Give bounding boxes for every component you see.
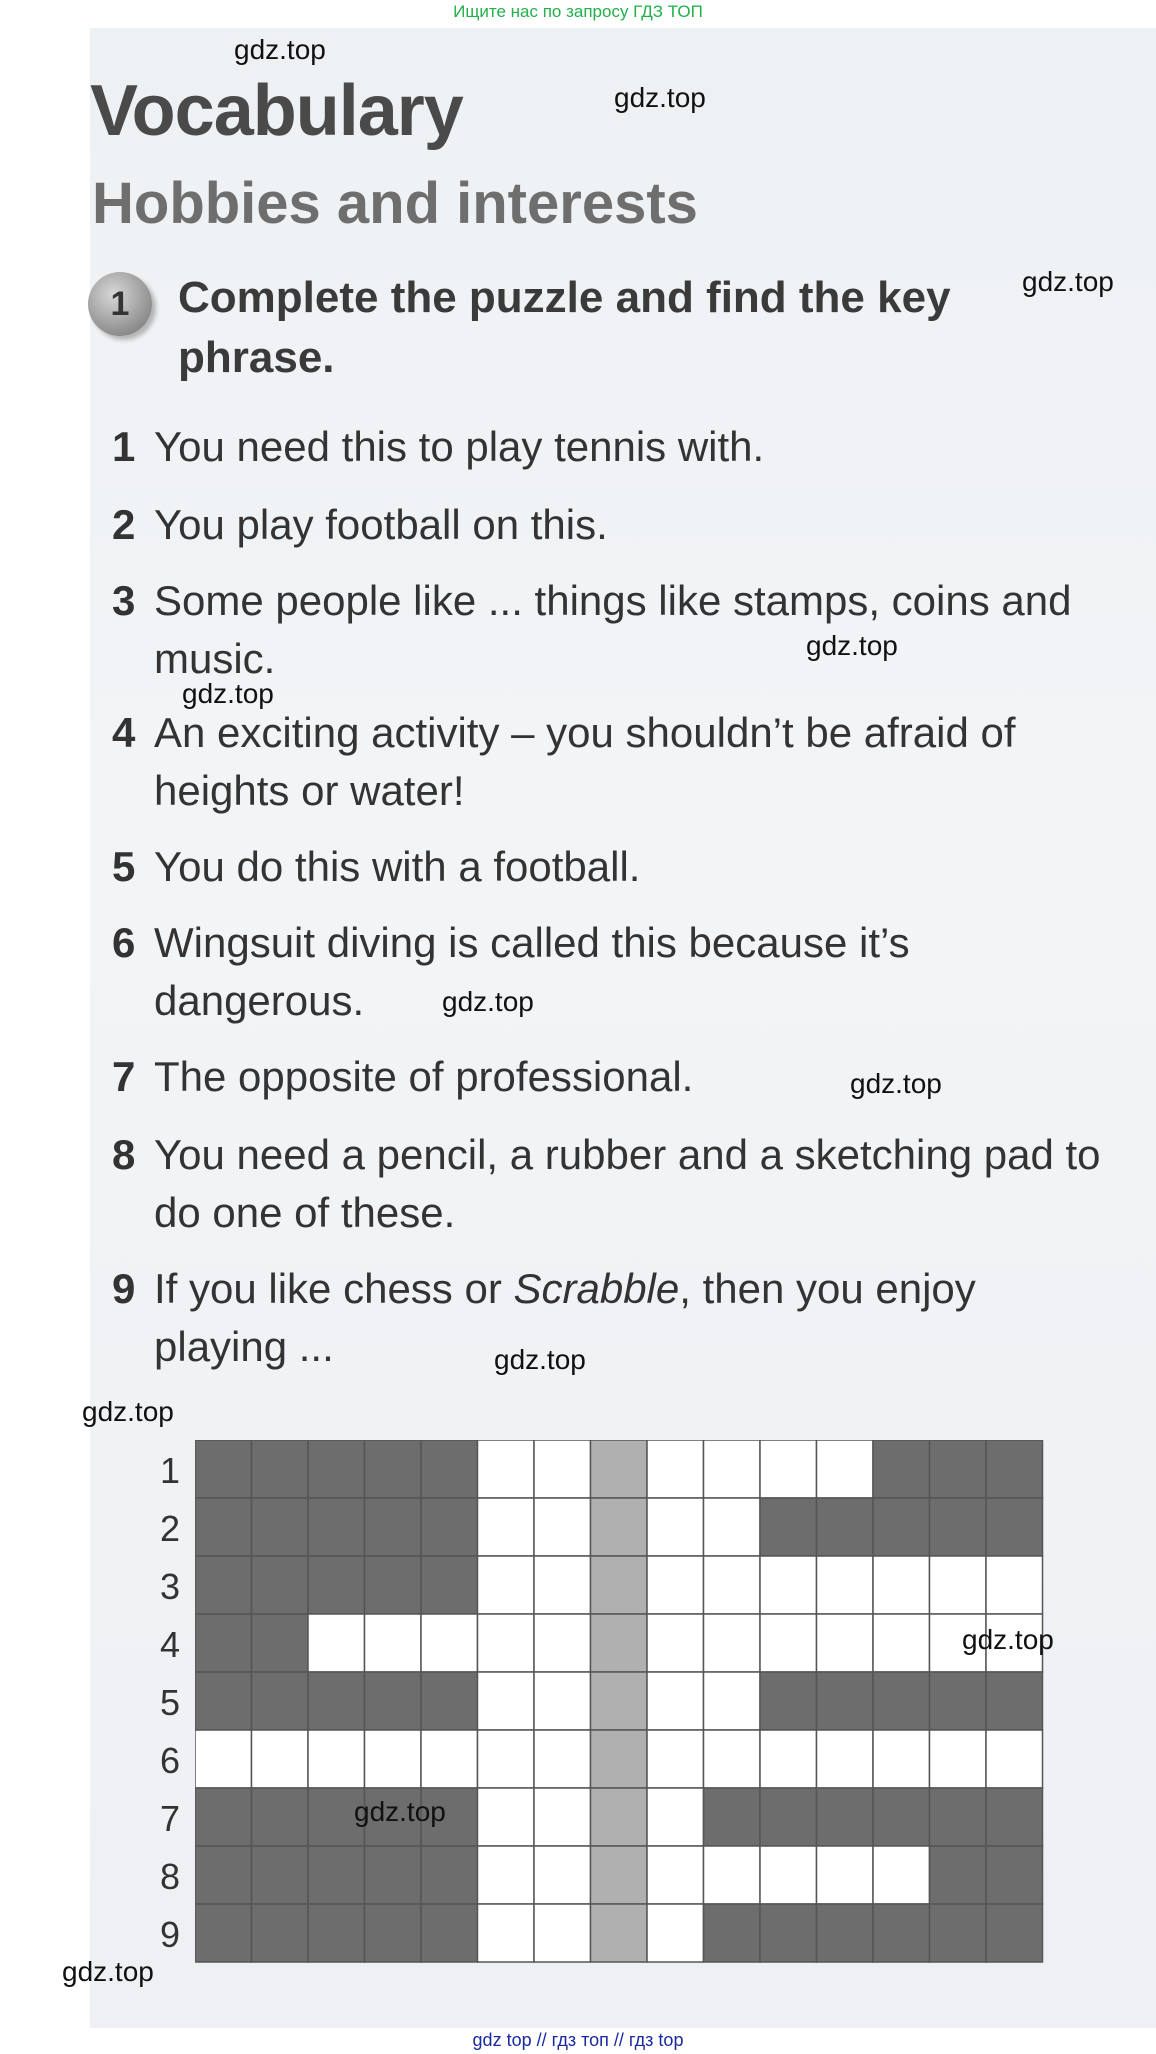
- puzzle-cell[interactable]: [647, 1730, 704, 1788]
- clue-text: Wingsuit diving is called this because it’s dangerous.: [154, 919, 910, 1024]
- grid-block-cell: [252, 1672, 309, 1730]
- puzzle-cell[interactable]: [365, 1614, 422, 1672]
- grid-block-cell: [365, 1440, 422, 1498]
- puzzle-cell[interactable]: [308, 1730, 365, 1788]
- grid-block-cell: [195, 1788, 252, 1846]
- grid-block-cell: [930, 1498, 987, 1556]
- puzzle-cell[interactable]: [760, 1614, 817, 1672]
- grid-block-cell: [195, 1846, 252, 1904]
- clue-text: The opposite of professional.: [154, 1053, 694, 1100]
- clue-number: 5: [112, 843, 136, 890]
- grid-block-cell: [308, 1904, 365, 1962]
- clue-text-before: If you like chess or: [154, 1265, 514, 1312]
- puzzle-cell[interactable]: [478, 1904, 535, 1962]
- exercise-instruction: Complete the puzzle and find the key phrase.: [178, 273, 951, 382]
- puzzle-cell[interactable]: [534, 1614, 591, 1672]
- grid-block-cell: [252, 1498, 309, 1556]
- clue-number: 2: [112, 501, 136, 548]
- grid-block-cell: [195, 1904, 252, 1962]
- puzzle-cell[interactable]: [478, 1672, 535, 1730]
- puzzle-row-label: 8: [159, 1856, 181, 1897]
- puzzle-cell[interactable]: [760, 1730, 817, 1788]
- puzzle-cell[interactable]: [817, 1440, 874, 1498]
- puzzle-cell[interactable]: [704, 1440, 761, 1498]
- grid-block-cell: [195, 1672, 252, 1730]
- grid-block-cell: [986, 1846, 1043, 1904]
- puzzle-cell[interactable]: [760, 1440, 817, 1498]
- clue-number: 6: [112, 919, 136, 966]
- grid-block-cell: [195, 1498, 252, 1556]
- clue-2: [112, 496, 1132, 554]
- puzzle-cell[interactable]: [760, 1846, 817, 1904]
- puzzle-cell[interactable]: [647, 1440, 704, 1498]
- key-phrase-cell[interactable]: [591, 1614, 648, 1672]
- puzzle-cell[interactable]: [817, 1556, 874, 1614]
- grid-block-cell: [930, 1440, 987, 1498]
- grid-block-cell: [760, 1498, 817, 1556]
- puzzle-cell[interactable]: [817, 1614, 874, 1672]
- page-title: Vocabulary: [90, 71, 463, 151]
- puzzle-cell[interactable]: [534, 1730, 591, 1788]
- grid-block-cell: [421, 1498, 478, 1556]
- grid-block-cell: [986, 1788, 1043, 1846]
- grid-block-cell: [986, 1498, 1043, 1556]
- puzzle-row-label: 2: [159, 1508, 181, 1549]
- puzzle-cell[interactable]: [986, 1556, 1043, 1614]
- clue-text: You need this to play tennis with.: [154, 423, 765, 470]
- grid-block-cell: [760, 1904, 817, 1962]
- clue-number: 9: [112, 1265, 136, 1312]
- puzzle-cell[interactable]: [704, 1672, 761, 1730]
- puzzle-row-label: 7: [159, 1798, 181, 1839]
- grid-block-cell: [365, 1672, 422, 1730]
- grid-block-cell: [873, 1672, 930, 1730]
- grid-block-cell: [930, 1904, 987, 1962]
- clue-text: [154, 1260, 1114, 1376]
- watermark: gdz.top: [442, 986, 534, 1017]
- grid-block-cell: [365, 1846, 422, 1904]
- grid-block-cell: [421, 1904, 478, 1962]
- crossword-grid: [195, 1440, 1045, 1964]
- grid-block-cell: [704, 1788, 761, 1846]
- grid-block-cell: [704, 1904, 761, 1962]
- puzzle-cell[interactable]: [647, 1498, 704, 1556]
- key-phrase-cell[interactable]: [591, 1730, 648, 1788]
- puzzle-cell[interactable]: [478, 1556, 535, 1614]
- watermark: gdz.top: [182, 678, 274, 709]
- puzzle-cell[interactable]: [478, 1440, 535, 1498]
- puzzle-cell[interactable]: [873, 1846, 930, 1904]
- grid-block-cell: [873, 1498, 930, 1556]
- puzzle-cell[interactable]: [647, 1672, 704, 1730]
- clue-1: [112, 418, 1132, 476]
- watermark: gdz.top: [234, 34, 326, 65]
- clue-9: [112, 1260, 1132, 1376]
- key-phrase-cell[interactable]: [591, 1846, 648, 1904]
- grid-block-cell: [252, 1556, 309, 1614]
- key-phrase-cell[interactable]: [591, 1498, 648, 1556]
- top-search-link[interactable]: Ищите нас по запросу ГДЗ ТОП: [453, 2, 703, 21]
- watermark: gdz.top: [494, 1344, 586, 1375]
- puzzle-cell[interactable]: [647, 1614, 704, 1672]
- watermark: gdz.top: [614, 82, 706, 113]
- watermark: gdz.top: [354, 1796, 446, 1827]
- clue-text-italic: Scrabble: [513, 1265, 680, 1312]
- watermark: gdz.top: [62, 1956, 154, 1987]
- key-phrase-cell[interactable]: [591, 1904, 648, 1962]
- grid-block-cell: [365, 1904, 422, 1962]
- grid-block-cell: [195, 1614, 252, 1672]
- puzzle-cell[interactable]: [986, 1730, 1043, 1788]
- puzzle-cell[interactable]: [817, 1846, 874, 1904]
- puzzle-cell[interactable]: [195, 1730, 252, 1788]
- grid-block-cell: [195, 1556, 252, 1614]
- clue-3: [112, 572, 1132, 688]
- clue-text: You do this with a football.: [154, 843, 641, 890]
- grid-block-cell: [930, 1846, 987, 1904]
- grid-block-cell: [252, 1846, 309, 1904]
- clue-text: An exciting activity – you shouldn’t be afraid of heights or water!: [154, 709, 1016, 814]
- grid-block-cell: [421, 1846, 478, 1904]
- clue-4: [112, 704, 1132, 820]
- clue-number: 4: [112, 709, 136, 756]
- clue-7: [112, 1048, 1132, 1106]
- clue-text: You play football on this.: [154, 501, 608, 548]
- puzzle-cell[interactable]: [478, 1730, 535, 1788]
- puzzle-cell[interactable]: [534, 1556, 591, 1614]
- clue-text: Some people like ... things like stamps, coins and music.: [154, 577, 1072, 682]
- key-phrase-cell[interactable]: [591, 1440, 648, 1498]
- puzzle-cell[interactable]: [930, 1556, 987, 1614]
- grid-block-cell: [760, 1672, 817, 1730]
- clue-8: [112, 1126, 1132, 1242]
- puzzle-cell[interactable]: [647, 1556, 704, 1614]
- puzzle-cell[interactable]: [647, 1846, 704, 1904]
- puzzle-cell[interactable]: [421, 1730, 478, 1788]
- grid-block-cell: [308, 1440, 365, 1498]
- grid-block-cell: [817, 1672, 874, 1730]
- clue-text-after: , then you enjoy playing ...: [154, 1265, 976, 1370]
- puzzle-cell[interactable]: [534, 1846, 591, 1904]
- puzzle-row-label: 6: [159, 1740, 181, 1781]
- grid-block-cell: [817, 1788, 874, 1846]
- puzzle-cell[interactable]: [365, 1730, 422, 1788]
- grid-block-cell: [195, 1440, 252, 1498]
- grid-block-cell: [252, 1440, 309, 1498]
- clue-number: 1: [112, 423, 136, 470]
- puzzle-cell[interactable]: [534, 1672, 591, 1730]
- puzzle-cell[interactable]: [534, 1788, 591, 1846]
- puzzle-cell[interactable]: [930, 1730, 987, 1788]
- puzzle-row-label: 4: [159, 1624, 181, 1665]
- puzzle-cell[interactable]: [873, 1730, 930, 1788]
- exercise-number-badge: 1: [88, 272, 152, 336]
- puzzle-cell[interactable]: [478, 1788, 535, 1846]
- grid-block-cell: [365, 1556, 422, 1614]
- clue-5: [112, 838, 1132, 896]
- clue-number: 7: [112, 1053, 136, 1100]
- grid-block-cell: [873, 1440, 930, 1498]
- puzzle-row-label: 9: [159, 1914, 181, 1955]
- watermark: gdz.top: [850, 1068, 942, 1099]
- puzzle-cell[interactable]: [704, 1614, 761, 1672]
- clue-number: 3: [112, 577, 136, 624]
- puzzle-cell[interactable]: [478, 1498, 535, 1556]
- grid-block-cell: [986, 1904, 1043, 1962]
- clue-6: [112, 914, 1132, 1030]
- grid-block-cell: [308, 1672, 365, 1730]
- watermark: gdz.top: [1022, 266, 1114, 297]
- puzzle-cell[interactable]: [704, 1846, 761, 1904]
- grid-block-cell: [930, 1788, 987, 1846]
- key-phrase-cell[interactable]: [591, 1556, 648, 1614]
- clue-number: 8: [112, 1131, 136, 1178]
- grid-block-cell: [986, 1672, 1043, 1730]
- grid-block-cell: [252, 1904, 309, 1962]
- grid-block-cell: [421, 1556, 478, 1614]
- grid-block-cell: [308, 1556, 365, 1614]
- puzzle-cell[interactable]: [647, 1904, 704, 1962]
- puzzle-cell[interactable]: [704, 1498, 761, 1556]
- key-phrase-cell[interactable]: [591, 1672, 648, 1730]
- puzzle-cell[interactable]: [478, 1846, 535, 1904]
- grid-block-cell: [421, 1440, 478, 1498]
- puzzle-cell[interactable]: [534, 1440, 591, 1498]
- puzzle-cell[interactable]: [534, 1904, 591, 1962]
- grid-block-cell: [308, 1846, 365, 1904]
- grid-block-cell: [365, 1498, 422, 1556]
- bottom-links[interactable]: gdz top // гдз топ // гдз top: [472, 2030, 684, 2050]
- clue-text: You need a pencil, a rubber and a sketching pad to do one of these.: [154, 1131, 1101, 1236]
- grid-block-cell: [873, 1904, 930, 1962]
- puzzle-cell[interactable]: [873, 1556, 930, 1614]
- grid-block-cell: [421, 1672, 478, 1730]
- puzzle-cell[interactable]: [704, 1556, 761, 1614]
- grid-block-cell: [873, 1788, 930, 1846]
- puzzle-cell[interactable]: [421, 1614, 478, 1672]
- grid-block-cell: [252, 1788, 309, 1846]
- watermark: gdz.top: [82, 1396, 174, 1427]
- puzzle-row-label: 5: [159, 1682, 181, 1723]
- puzzle-cell[interactable]: [534, 1498, 591, 1556]
- puzzle-cell[interactable]: [478, 1614, 535, 1672]
- puzzle-row-label: 3: [159, 1566, 181, 1607]
- puzzle-cell[interactable]: [760, 1556, 817, 1614]
- key-phrase-cell[interactable]: [591, 1788, 648, 1846]
- puzzle-cell[interactable]: [647, 1788, 704, 1846]
- grid-block-cell: [817, 1498, 874, 1556]
- puzzle-row-label: 1: [159, 1450, 181, 1491]
- watermark: gdz.top: [962, 1624, 1054, 1655]
- grid-block-cell: [308, 1498, 365, 1556]
- grid-block-cell: [930, 1672, 987, 1730]
- grid-block-cell: [252, 1614, 309, 1672]
- grid-block-cell: [817, 1904, 874, 1962]
- section-subtitle: Hobbies and interests: [92, 171, 698, 236]
- watermark: gdz.top: [806, 630, 898, 661]
- grid-block-cell: [986, 1440, 1043, 1498]
- grid-block-cell: [760, 1788, 817, 1846]
- puzzle-cell[interactable]: [873, 1614, 930, 1672]
- puzzle-cell[interactable]: [308, 1614, 365, 1672]
- puzzle-cell[interactable]: [252, 1730, 309, 1788]
- puzzle-cell[interactable]: [817, 1730, 874, 1788]
- puzzle-cell[interactable]: [704, 1730, 761, 1788]
